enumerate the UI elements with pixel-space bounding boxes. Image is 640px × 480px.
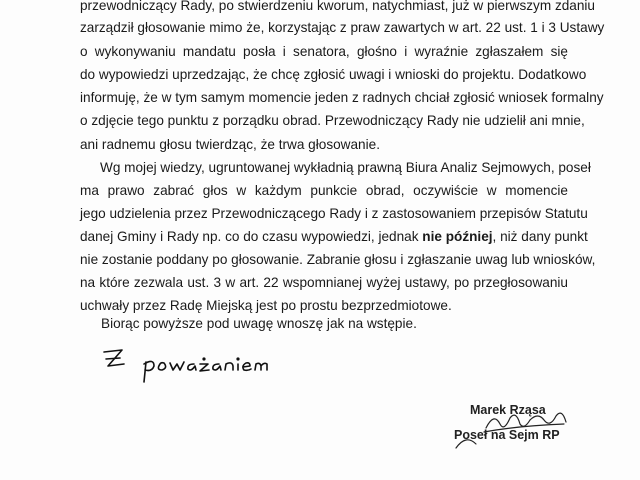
paragraph-1-line-3: o wykonywaniu mandatu posła i senatora, głośno i wyraźnie zgłaszałem się: [80, 44, 568, 59]
paragraph-2-line-6: na które zezwala ust. 3 w art. 22 wspomnianej wyżej ustawy, po przegłosowaniu: [80, 275, 568, 290]
signatory-name: Marek Rząsa: [470, 403, 546, 417]
paragraph-1-line-5: informuję, że w tym samym momencie jeden z radnych chciał zgłosić wniosek formalny: [80, 90, 604, 105]
paragraph-1-line-2: zarządził głosowanie mimo że, korzystając z praw zawartych w art. 22 ust. 1 i 3 Ustawy: [80, 20, 605, 35]
handwritten-signature: [446, 398, 596, 458]
signature-block: [446, 398, 596, 458]
paragraph-2-line-4: [80, 228, 588, 246]
paragraph-2-line-7: uchwały przez Radę Miejską jest po prostu bezprzedmiotowe.: [80, 298, 452, 313]
paragraph-1-line-7: ani radnemu głosu twierdząc, że trwa głosowanie.: [80, 137, 380, 152]
paragraph-2-line-4-end: , niż dany punkt: [492, 229, 588, 244]
closing-sentence: Biorąc powyższe pod uwagę wnoszę jak na wstępie.: [101, 316, 417, 331]
paragraph-1-line-1: przewodniczący Rady, po stwierdzeniu kworum, natychmiast, już w pierwszym zdaniu: [80, 0, 595, 13]
paragraph-2-line-3: jego udzielenia przez Przewodniczącego Rady i z zastosowaniem przepisów Statutu: [80, 206, 588, 221]
paragraph-2-line-1: Wg mojej wiedzy, ugruntowanej wykładnią prawną Biura Analiz Sejmowych, poseł: [100, 160, 591, 175]
emphasis-text: nie później: [422, 229, 493, 244]
handwritten-regards: [96, 342, 296, 390]
paragraph-1-line-6: o zdjęcie tego punktu z porządku obrad. Przewodniczący Rady nie udzielił ani mnie,: [80, 113, 585, 128]
paragraph-2-line-4-start: danej Gminy i Rady np. co do czasu wypowiedzi, jednak: [80, 229, 419, 244]
paragraph-1-line-4: do wypowiedzi uprzedzając, że chcę zgłosić uwagi i wnioski do projektu. Dodatkowo: [80, 67, 587, 82]
paragraph-2-line-5: nie zostanie poddany po głosowanie. Zabranie głosu i zgłaszanie uwag lub wniosków,: [80, 252, 596, 267]
paragraph-2-line-2: ma prawo zabrać głos w każdym punkcie obrad, oczywiście w momencie: [80, 183, 568, 198]
signatory-title: Poseł na Sejm RP: [454, 428, 560, 442]
